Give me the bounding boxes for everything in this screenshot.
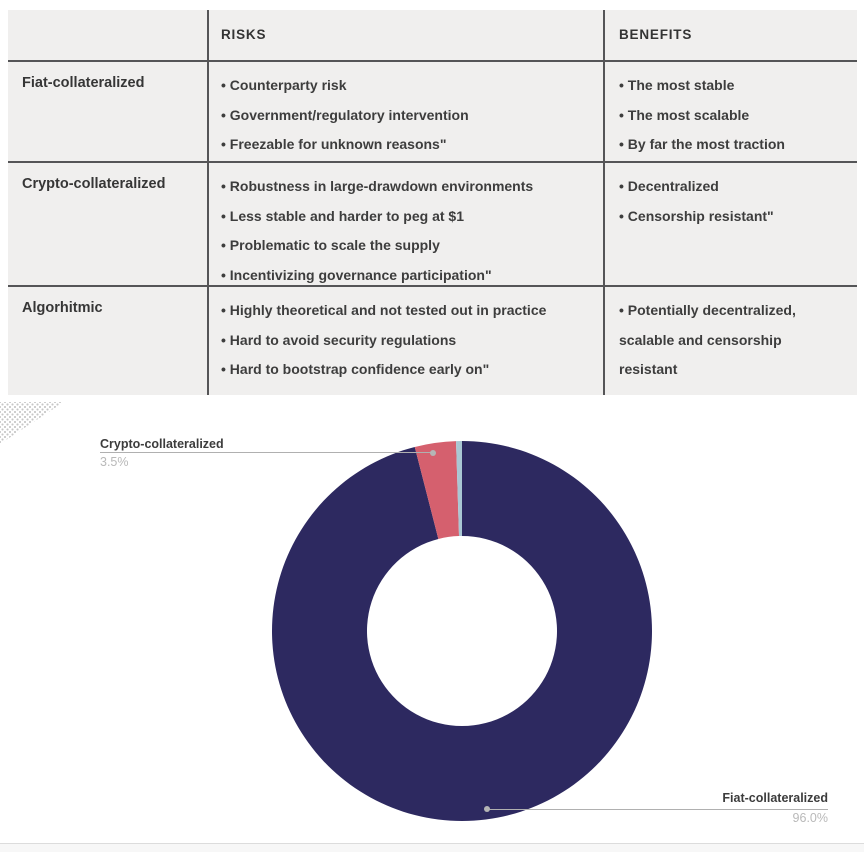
benefit-item: • By far the most traction <box>619 130 823 160</box>
risk-item: • Government/regulatory intervention <box>221 101 589 131</box>
fiat-leader-dot <box>484 806 490 812</box>
risk-item: • Less stable and harder to peg at $1 <box>221 202 589 232</box>
risk-item: • Hard to bootstrap confidence early on" <box>221 355 589 385</box>
row-label-algorithmic: Algorhitmic <box>8 285 207 395</box>
table-header-benefits: BENEFITS <box>603 10 857 60</box>
row-label-fiat: Fiat-collateralized <box>8 60 207 161</box>
fiat-leader-line <box>488 809 828 810</box>
risk-item: • Counterparty risk <box>221 71 589 101</box>
benefit-item: • Potentially decentralized, scalable and censorship resistant <box>619 296 823 385</box>
crypto-leader-line <box>100 452 432 453</box>
benefit-item: • The most stable <box>619 71 823 101</box>
bottom-divider <box>0 843 864 852</box>
table-header-risks: RISKS <box>207 10 603 60</box>
risks-cell-algorithmic <box>207 285 603 395</box>
fiat-slice-label: Fiat-collateralized <box>722 791 828 805</box>
benefits-cell-crypto <box>603 161 857 285</box>
comparison-table <box>8 10 857 395</box>
crypto-slice-label: Crypto-collateralized <box>100 437 224 451</box>
crypto-slice-percent: 3.5% <box>100 455 129 469</box>
benefit-item: • Censorship resistant" <box>619 202 823 232</box>
risk-item: • Robustness in large-drawdown environments <box>221 172 589 202</box>
risk-item: • Freezable for unknown reasons" <box>221 130 589 160</box>
risk-item: • Hard to avoid security regulations <box>221 326 589 356</box>
risk-item: • Problematic to scale the supply <box>221 231 589 261</box>
risk-item: • Highly theoretical and not tested out in practice <box>221 296 589 326</box>
crypto-leader-dot <box>430 450 436 456</box>
risk-item: • Incentivizing governance participation" <box>221 261 589 286</box>
risks-cell-crypto <box>207 161 603 285</box>
table-header-empty <box>8 10 207 60</box>
benefits-cell-fiat <box>603 60 857 161</box>
fiat-slice-percent: 96.0% <box>792 811 828 825</box>
benefit-item: • Decentralized <box>619 172 823 202</box>
risks-cell-fiat <box>207 60 603 161</box>
halftone-triangle-decoration <box>0 402 64 444</box>
benefit-item: • The most scalable <box>619 101 823 131</box>
donut-chart <box>272 441 652 821</box>
row-label-crypto: Crypto-collateralized <box>8 161 207 285</box>
benefits-cell-algorithmic <box>603 285 857 395</box>
